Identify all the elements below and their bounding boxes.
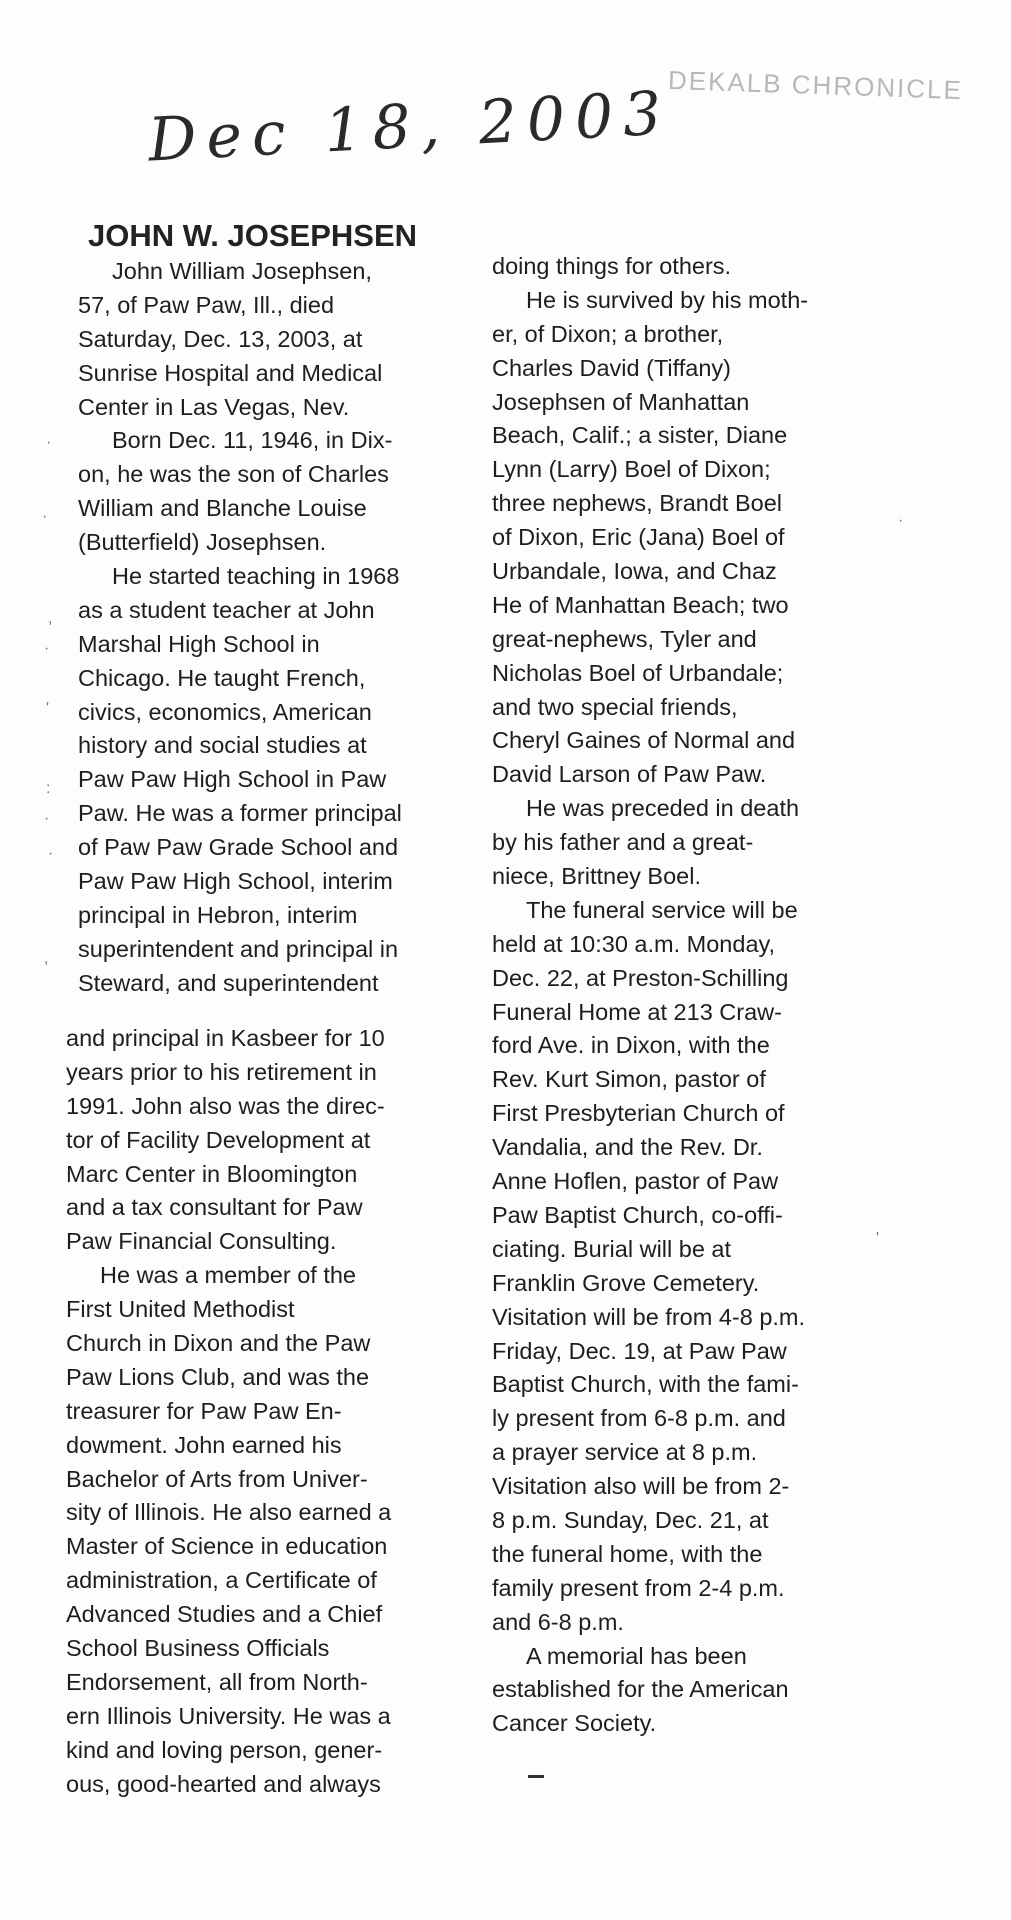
text-line: family present from 2-4 p.m. (492, 1574, 785, 1601)
text-line: Sunrise Hospital and Medical (78, 359, 383, 386)
text-line: niece, Brittney Boel. (492, 863, 701, 890)
text-line: Paw Lions Club, and was the (66, 1363, 370, 1390)
text-line: Born Dec. 11, 1946, in Dix- (112, 427, 393, 454)
text-line: on, he was the son of Charles (78, 461, 389, 488)
text-line: years prior to his retirement in (66, 1058, 377, 1085)
text-line: as a student teacher at John (78, 596, 375, 623)
text-line: Chicago. He taught French, (78, 664, 366, 691)
text-line: held at 10:30 a.m. Monday, (492, 930, 776, 957)
text-line: treasurer for Paw Paw En- (66, 1397, 342, 1424)
text-line: Beach, Calif.; a sister, Diane (492, 422, 788, 449)
text-line: Advanced Studies and a Chief (66, 1601, 383, 1628)
text-line: established for the American (492, 1676, 789, 1703)
text-line: He was preceded in death (526, 795, 800, 822)
stray-mark: , (44, 950, 49, 967)
text-line: by his father and a great- (492, 829, 754, 856)
text-line: administration, a Certificate of (66, 1567, 377, 1594)
text-line: 1991. John also was the direc- (66, 1092, 385, 1119)
text-line: Vandalia, and the Rev. Dr. (492, 1134, 763, 1161)
text-line: ciating. Burial will be at (492, 1235, 732, 1262)
stray-mark: · (46, 434, 52, 451)
text-line: and a tax consultant for Paw (66, 1194, 363, 1221)
text-line: William and Blanche Louise (78, 495, 367, 522)
text-line: the funeral home, with the (492, 1540, 763, 1567)
text-line: Friday, Dec. 19, at Paw Paw (492, 1337, 787, 1364)
text-line: Master of Science in education (66, 1533, 388, 1560)
text-line: doing things for others. (492, 253, 732, 279)
text-line: of Dixon, Eric (Jana) Boel of (492, 524, 785, 551)
obituary-headline: JOHN W. JOSEPHSEN (88, 218, 418, 253)
text-line: Lynn (Larry) Boel of Dixon; (492, 456, 771, 483)
text-line: He started teaching in 1968 (112, 563, 400, 590)
text-line: of Paw Paw Grade School and (78, 834, 399, 861)
text-line: civics, economics, American (78, 698, 372, 725)
stray-mark: · (44, 640, 50, 657)
text-line: Center in Las Vegas, Nev. (78, 393, 350, 420)
text-line: Steward, and superintendent (78, 969, 379, 996)
text-line: ern Illinois University. He was a (66, 1702, 391, 1729)
text-line: history and social studies at (78, 732, 367, 759)
text-line: Marshal High School in (78, 630, 320, 657)
text-line: He of Manhattan Beach; two (492, 591, 789, 618)
column-1-lower (66, 1022, 391, 1801)
masthead-stamp: DEKALB CHRONICLE (667, 64, 964, 106)
text-line: Anne Hoflen, pastor of Paw (492, 1168, 779, 1195)
text-line: David Larson of Paw Paw. (492, 761, 767, 788)
text-line: Saturday, Dec. 13, 2003, at (78, 325, 363, 352)
text-line: Charles David (Tiffany) (492, 354, 731, 381)
stray-mark: · (44, 810, 50, 827)
text-line: tor of Facility Development at (66, 1126, 371, 1153)
text-line: Paw Baptist Church, co-offi- (492, 1201, 783, 1228)
text-line: 8 p.m. Sunday, Dec. 21, at (492, 1506, 769, 1533)
text-line: ly present from 6-8 p.m. and (492, 1405, 786, 1432)
text-line: Dec. 22, at Preston-Schilling (492, 964, 789, 991)
text-line: First Presbyterian Church of (492, 1100, 785, 1127)
text-line: sity of Illinois. He also earned a (66, 1499, 392, 1526)
text-line: ford Ave. in Dixon, with the (492, 1032, 770, 1059)
text-line: Bachelor of Arts from Univer- (66, 1465, 368, 1492)
text-line: Paw Financial Consulting. (66, 1228, 337, 1255)
text-line: superintendent and principal in (78, 935, 399, 962)
text-line: great-nephews, Tyler and (492, 625, 757, 652)
end-rule (528, 1775, 544, 1778)
text-line: Paw Paw High School, interim (78, 868, 393, 895)
stray-mark: · (898, 512, 904, 529)
text-line: Cheryl Gaines of Normal and (492, 727, 796, 754)
text-line: Visitation also will be from 2- (492, 1473, 790, 1500)
text-line: John William Josephsen, (112, 258, 372, 284)
text-line: Endorsement, all from North- (66, 1668, 368, 1695)
text-line: and two special friends, (492, 693, 738, 720)
text-line: kind and loving person, gener- (66, 1736, 383, 1763)
column-1-upper (78, 255, 402, 1001)
text-line: dowment. John earned his (66, 1431, 342, 1458)
text-line: Franklin Grove Cemetery. (492, 1269, 760, 1296)
stray-mark: · (48, 845, 54, 862)
text-line: Church in Dixon and the Paw (66, 1330, 371, 1357)
stray-mark: · (42, 508, 48, 525)
stray-mark: : (46, 780, 51, 797)
stray-mark: , (48, 610, 53, 627)
stray-mark: ' (876, 1230, 880, 1247)
text-line: Baptist Church, with the fami- (492, 1371, 799, 1398)
text-line: Visitation will be from 4-8 p.m. (492, 1303, 806, 1330)
text-line: A memorial has been (526, 1642, 747, 1669)
text-line: (Butterfield) Josephsen. (78, 529, 327, 556)
text-line: School Business Officials (66, 1635, 330, 1662)
text-line: ous, good-hearted and always (66, 1770, 381, 1797)
text-line: Rev. Kurt Simon, pastor of (492, 1066, 766, 1093)
text-line: Nicholas Boel of Urbandale; (492, 659, 784, 686)
text-line: Urbandale, Iowa, and Chaz (492, 558, 777, 585)
handwritten-date: Dec 18, 2003 (146, 78, 673, 176)
text-line: and principal in Kasbeer for 10 (66, 1025, 385, 1051)
text-line: and 6-8 p.m. (492, 1608, 624, 1635)
text-line: 57, of Paw Paw, Ill., died (78, 291, 335, 318)
text-line: Josephsen of Manhattan (492, 388, 750, 415)
text-line: He was a member of the (100, 1262, 356, 1289)
text-line: three nephews, Brandt Boel (492, 490, 783, 517)
text-line: First United Methodist (66, 1296, 295, 1323)
text-line: Marc Center in Bloomington (66, 1160, 358, 1187)
text-line: Paw. He was a former principal (78, 800, 402, 827)
text-line: He is survived by his moth- (526, 286, 809, 313)
text-line: a prayer service at 8 p.m. (492, 1439, 758, 1466)
text-line: principal in Hebron, interim (78, 901, 358, 928)
stray-mark: ' (46, 700, 50, 717)
text-line: Funeral Home at 213 Craw- (492, 998, 782, 1025)
column-2 (492, 250, 808, 1741)
text-line: Cancer Society. (492, 1710, 657, 1737)
text-line: The funeral service will be (526, 896, 798, 923)
text-line: Paw Paw High School in Paw (78, 766, 387, 793)
text-line: er, of Dixon; a brother, (492, 320, 724, 347)
